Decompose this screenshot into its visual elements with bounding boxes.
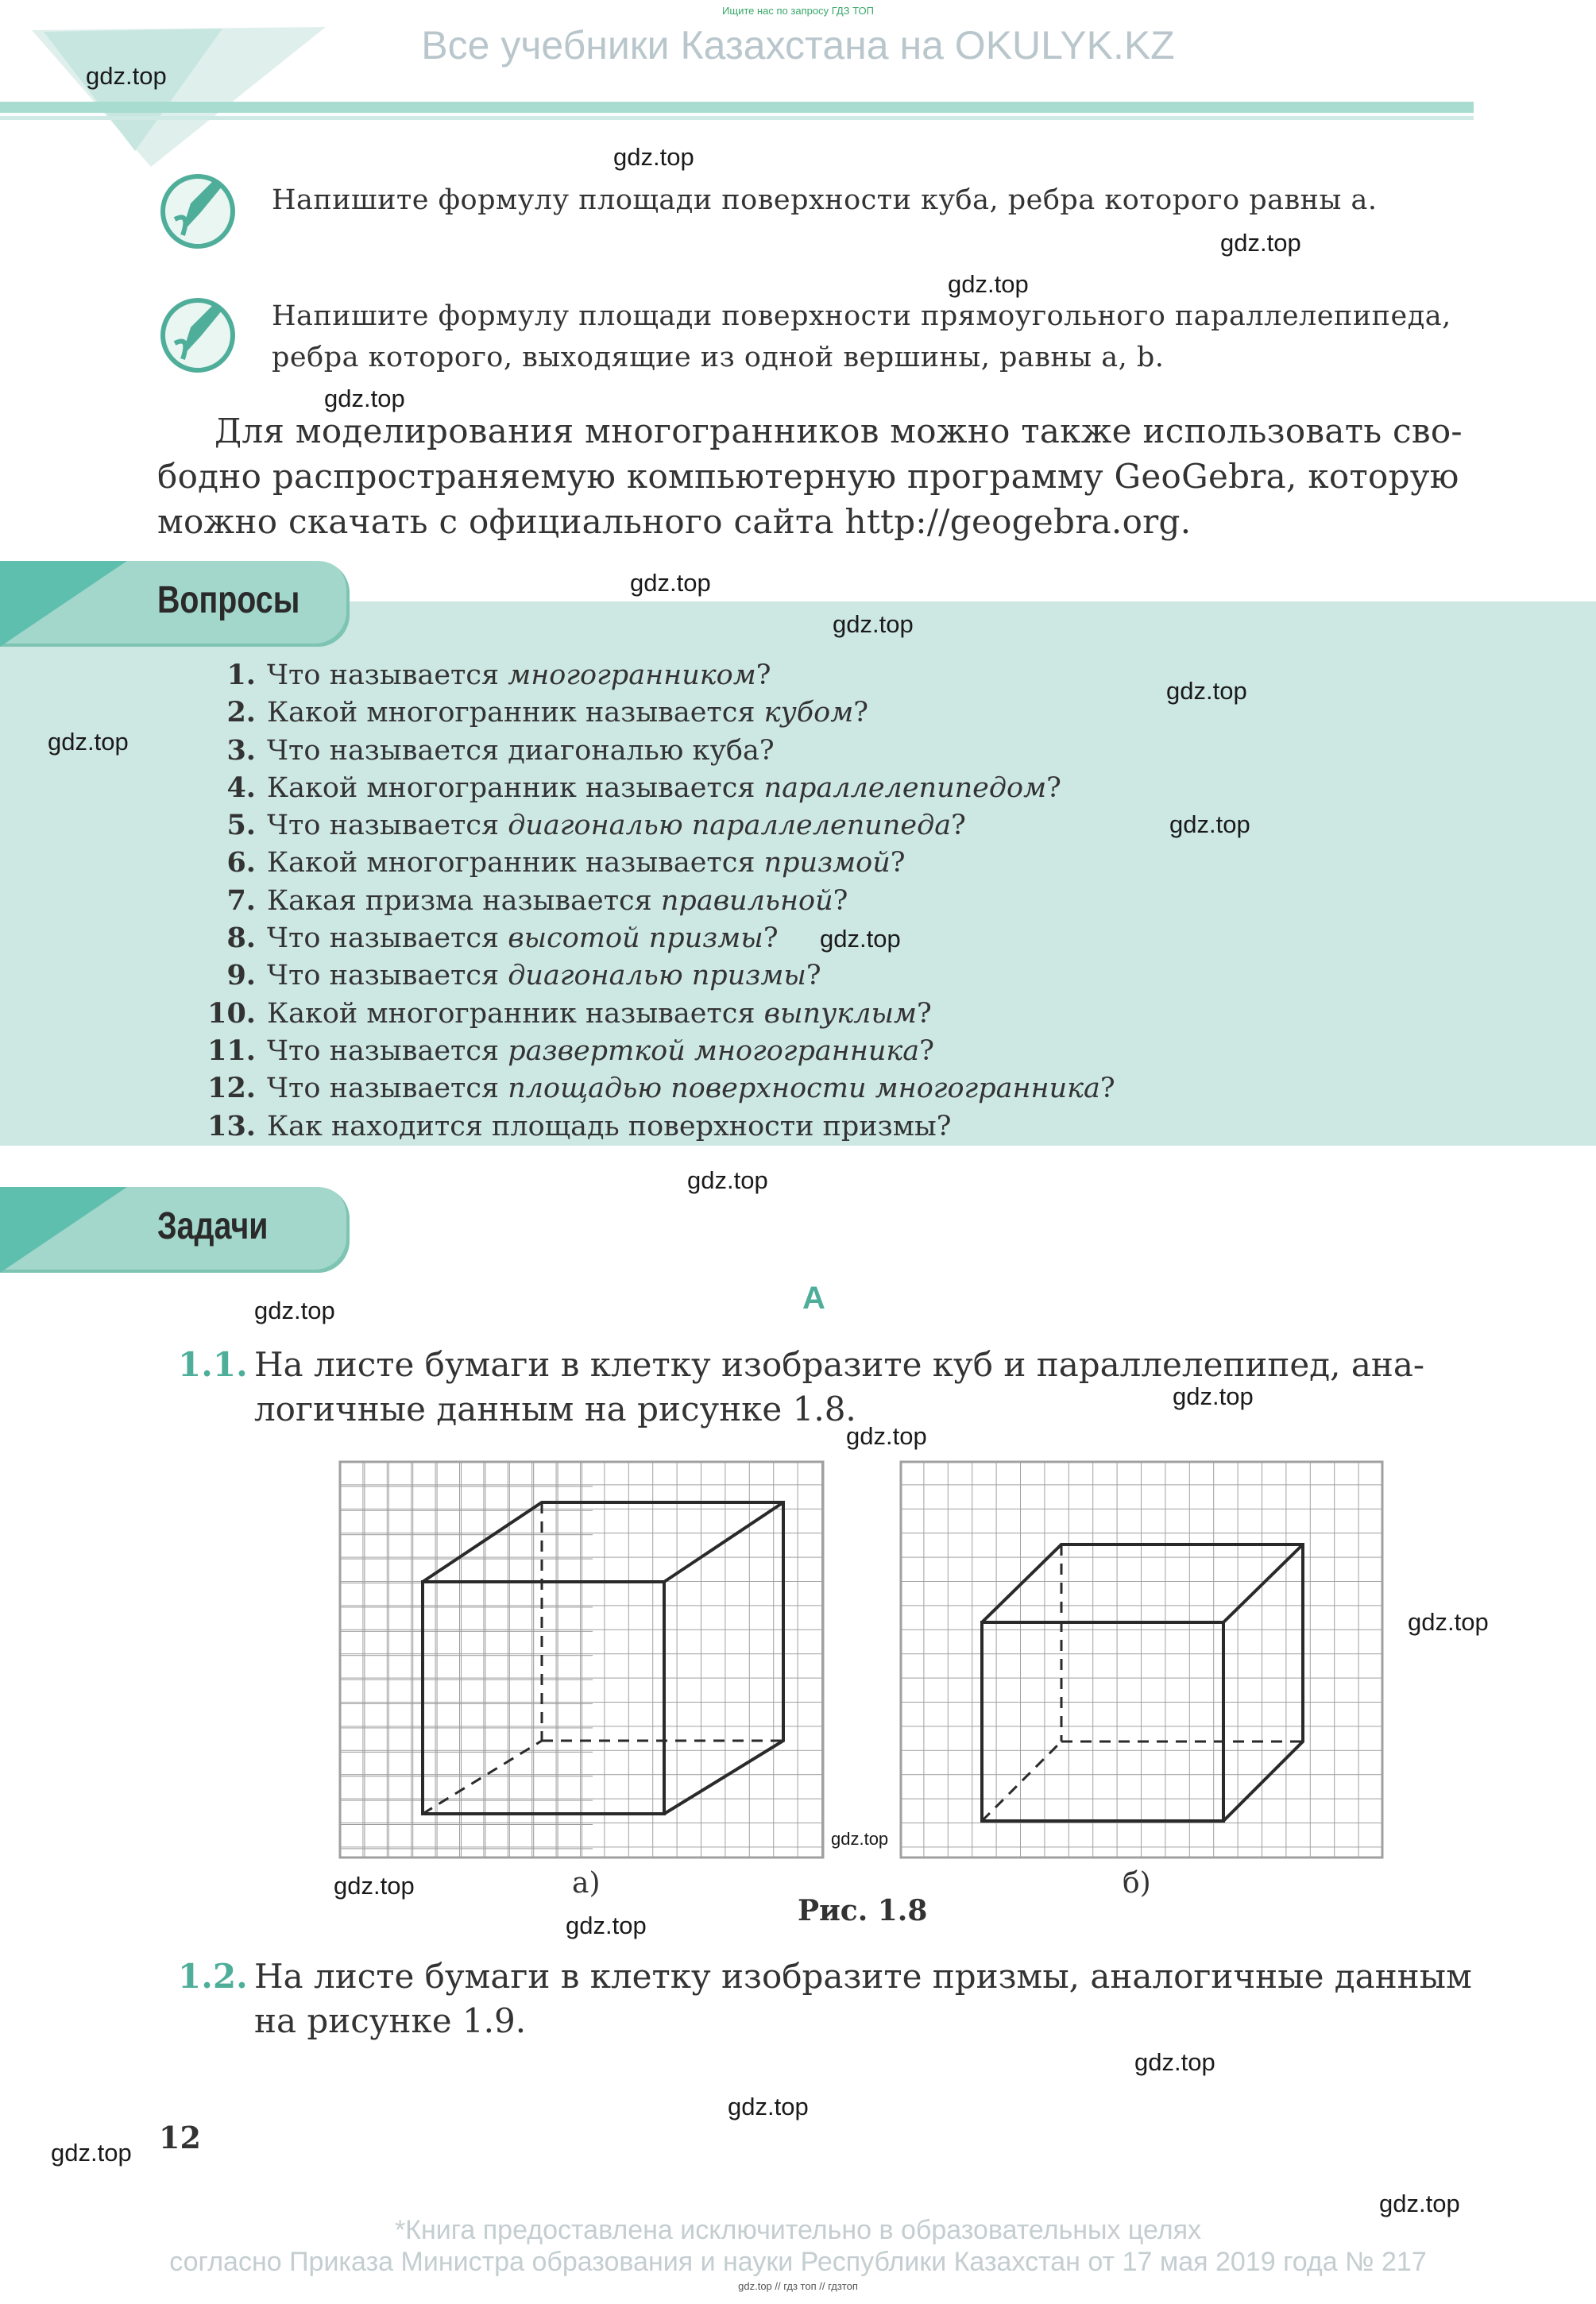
watermark: gdz.top (846, 1422, 927, 1450)
question-item: 6. Какой многогранник называется призмой? (226, 846, 906, 879)
geogebra-paragraph (157, 408, 1476, 544)
question-item: 13. Как находится площадь поверхности призмы? (207, 1109, 952, 1142)
question-item: 5. Что называется диагональю параллелепипеда? (226, 809, 966, 842)
tab-decoration (0, 1187, 127, 1273)
top-note: Ищите нас по запросу ГДЗ ТОП (722, 5, 874, 17)
tasks-tab (0, 1187, 350, 1273)
question-item: 10. Какой многогранник называется выпуклым? (207, 996, 932, 1030)
pen-note-icon (159, 288, 237, 375)
watermark: gdz.top (86, 62, 167, 90)
footer-line-2: согласно Приказа Министра образования и науки Республики Казахстан от 17 мая 2019 года № 217 (169, 2247, 1427, 2277)
question-item: 1. Что называется многогранником? (226, 659, 771, 691)
page-number: 12 (159, 2120, 201, 2155)
task-1-1 (178, 1343, 1481, 1432)
questions-tab (0, 561, 350, 647)
watermark: gdz.top (728, 2093, 809, 2120)
watermark: gdz.top (833, 610, 914, 638)
watermark: gdz.top (334, 1872, 415, 1900)
watermark: gdz.top (820, 925, 901, 953)
footer-small: gdz.top // гдз топ // гдзтоп (738, 2280, 858, 2292)
header-decoration (0, 0, 1596, 167)
paragraph-line: можно скачать с официального сайта http://geogebra.org. (157, 502, 1192, 541)
figure-label-a: а) (572, 1867, 601, 1900)
watermark: gdz.top (948, 270, 1029, 298)
question-item: 3. Что называется диагональю куба? (226, 733, 775, 767)
figure-b (899, 1460, 1385, 1861)
note-box-formula (159, 288, 1478, 378)
watermark: gdz.top (254, 1297, 335, 1324)
watermark: gdz.top (1408, 1608, 1489, 1636)
level-label: А (802, 1281, 825, 1316)
watermark: gdz.top (687, 1166, 768, 1194)
question-item: 12. Что называется площадью поверхности многогранника? (207, 1072, 1115, 1105)
paragraph-line: Для моделирования многогранников можно также использовать сво- (214, 412, 1463, 450)
figure-caption: Рис. 1.8 (798, 1894, 928, 1927)
watermark: gdz.top (1169, 810, 1250, 838)
task-1-2 (178, 1954, 1481, 2043)
watermark: gdz.top (324, 385, 405, 412)
question-item: 8. Что называется высотой призмы? (226, 922, 779, 955)
figure-label-b: б) (1123, 1867, 1151, 1900)
task-text: На листе бумаги в клетку изобразите куб и параллелепипед, ана- (254, 1345, 1425, 1384)
question-item: 9. Что называется диагональю призмы? (226, 959, 821, 992)
paragraph-line: бодно распространяемую компьютерную программу GeoGebra, которую (157, 457, 1459, 496)
task-text: логичные данным на рисунке 1.8. (254, 1390, 856, 1428)
tab-decoration (0, 561, 127, 647)
questions-title: Вопросы (157, 579, 300, 621)
watermark: gdz.top (1220, 229, 1301, 257)
watermark: gdz.top (1166, 677, 1247, 705)
task-number: 1.1. (178, 1345, 248, 1384)
site-title: Все учебники Казахстана на OKULYK.KZ (421, 23, 1175, 68)
watermark: gdz.top (630, 569, 711, 597)
task-text: На листе бумаги в клетку изобразите призмы, аналогичные данным (254, 1957, 1472, 1996)
note-text: Напишите формулу площади поверхности куба, ребра которого равны а. (272, 184, 1378, 216)
question-item: 4. Какой многогранник называется параллелепипедом? (226, 771, 1061, 804)
watermark: gdz.top (566, 1912, 647, 1939)
questions-list (191, 656, 1223, 1145)
watermark: gdz.top (1379, 2190, 1460, 2217)
figure-a (338, 1460, 831, 1861)
tasks-title: Задачи (157, 1205, 269, 1247)
pen-note-icon (159, 164, 237, 251)
question-item: 7. Какая призма называется правильной? (226, 883, 848, 917)
question-item: 11. Что называется разверткой многогранника? (207, 1034, 934, 1067)
watermark: gdz.top (51, 2139, 132, 2167)
watermark: gdz.top (1134, 2048, 1215, 2076)
question-item: 2. Какой многогранник называется кубом? (226, 696, 868, 729)
note-text: Напишите формулу площади поверхности прямоугольного параллелепипеда, ребра которого, выходящие из одной вершины, равны а, b. (272, 300, 1451, 373)
task-text: на рисунке 1.9. (254, 2001, 527, 2040)
watermark: gdz.top (48, 728, 129, 756)
watermark: gdz.top (831, 1829, 889, 1849)
task-number: 1.2. (178, 1957, 248, 1996)
watermark: gdz.top (1173, 1382, 1254, 1410)
footer-line-1: *Книга предоставлена исключительно в образовательных целях (394, 2215, 1202, 2245)
watermark: gdz.top (613, 143, 694, 171)
